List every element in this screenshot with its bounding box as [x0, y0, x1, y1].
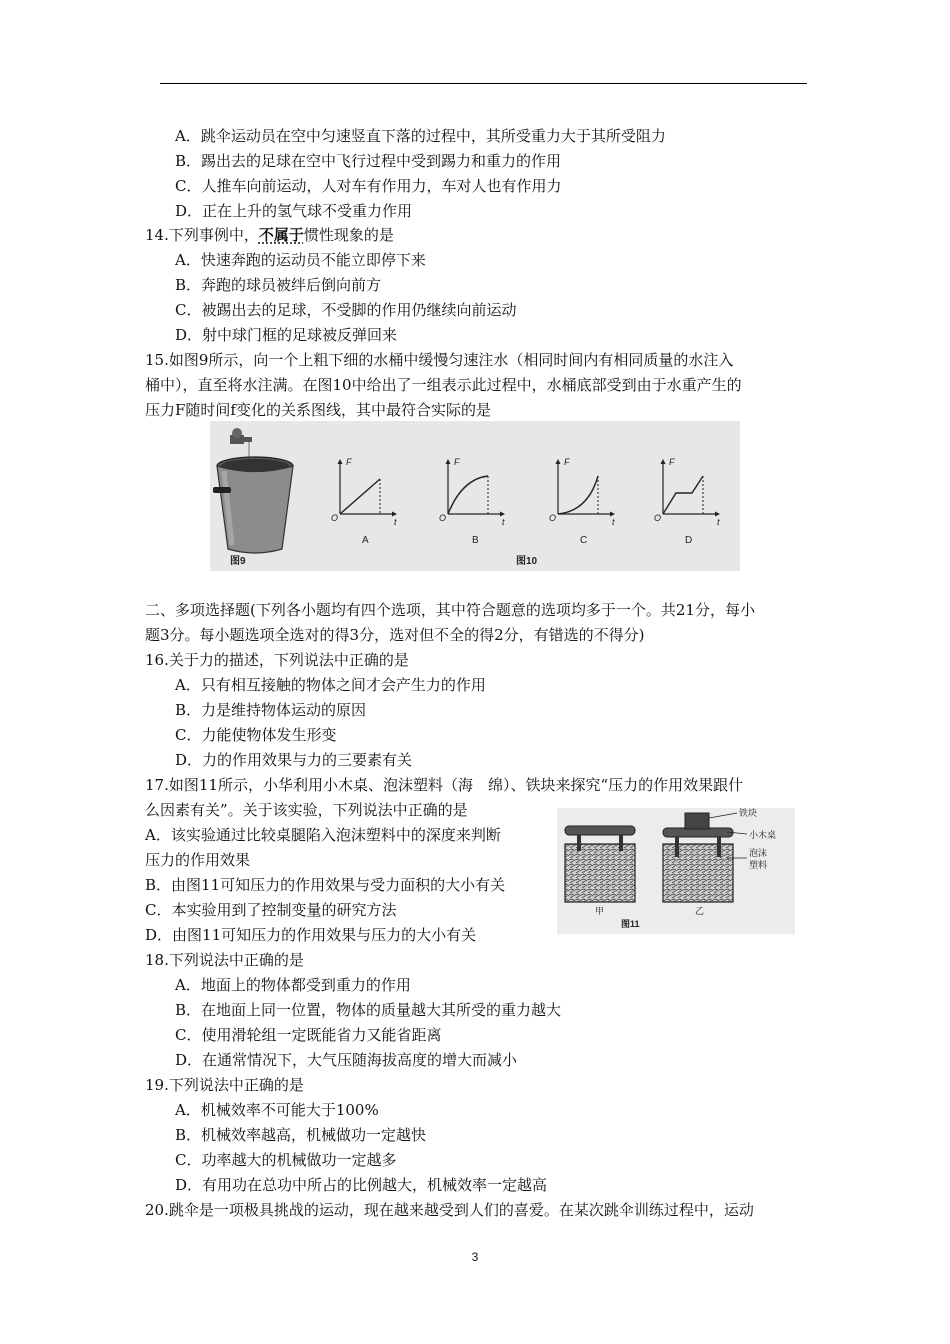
graph-d-x-label: t	[717, 517, 720, 527]
q17-stem-line-2: 么因素有关”。关于该实验，下列说法中正确的是	[145, 801, 468, 819]
label-foam-1: 泡沫	[749, 848, 768, 858]
label-small-table: 小木桌	[749, 830, 777, 840]
q19-option-d: D．有用功在总功中所占的比例越大，机械效率一定越高	[175, 1176, 548, 1194]
q14-option-d: D．射中球门框的足球被反弹回来	[175, 326, 398, 344]
section-2-line-2: 题3分。每小题选项全选对的得3分，选对但不全的得2分，有错选的不得分)	[145, 626, 645, 644]
q20-stem: 20.跳伞是一项极具挑战的运动，现在越来越受到人们的喜爱。在某次跳伞训练过程中，运动	[145, 1201, 754, 1219]
figure-10-caption: 图10	[516, 556, 538, 567]
q17-stem-line-1: 17.如图11所示，小华利用小木桌、泡沫塑料（海 绵）、铁块来探究“压力的作用效果跟什	[145, 776, 744, 794]
q18-option-a: A．地面上的物体都受到重力的作用	[175, 976, 411, 994]
q17-option-c: C．本实验用到了控制变量的研究方法	[145, 901, 397, 919]
q16-option-a: A．只有相互接触的物体之间才会产生力的作用	[175, 676, 486, 694]
graph-d-y-label: F	[669, 457, 675, 467]
figure-11-caption: 图11	[621, 919, 640, 929]
header-rule	[160, 83, 807, 84]
q17-option-b: B．由图11可知压力的作用效果与受力面积的大小有关	[145, 876, 506, 894]
q19-option-a: A．机械效率不可能大于100%	[175, 1101, 379, 1119]
q18-option-d: D．在通常情况下，大气压随海拔高度的增大而减小	[175, 1051, 518, 1069]
q19-option-b: B．机械效率越高，机械做功一定越快	[175, 1126, 427, 1144]
q18-option-b: B．在地面上同一位置，物体的质量越大其所受的重力越大	[175, 1001, 562, 1019]
graph-a-y-label: F	[346, 457, 352, 467]
q19-option-c: C．功率越大的机械做功一定越多	[175, 1151, 397, 1169]
q14-option-a: A．快速奔跑的运动员不能立即停下来	[175, 251, 426, 269]
q19-stem: 19.下列说法中正确的是	[145, 1076, 304, 1094]
figure-11	[557, 808, 795, 934]
section-2-line-1: 二、多项选择题(下列各小题均有四个选项，其中符合题意的选项均多于一个。共21分，每小	[145, 601, 755, 619]
q15-stem-line-1: 15.如图9所示，向一个上粗下细的水桶中缓慢匀速注水（相同时间内有相同质量的水注入	[145, 351, 734, 369]
q14-option-b: B．奔跑的球员被绊后倒向前方	[175, 276, 382, 294]
q16-option-d: D．力的作用效果与力的三要素有关	[175, 751, 413, 769]
graph-c-x-label: t	[612, 517, 615, 527]
figure-9-10	[210, 421, 740, 571]
q17-option-d: D．由图11可知压力的作用效果与压力的大小有关	[145, 926, 477, 944]
q17-option-a: A．该实验通过比较桌腿陷入泡沫塑料中的深度来判断	[145, 826, 501, 844]
graph-c-origin: O	[549, 513, 557, 523]
graph-b-y-label: F	[454, 457, 460, 467]
q16-stem: 16.关于力的描述，下列说法中正确的是	[145, 651, 409, 669]
graph-d-origin: O	[654, 513, 662, 523]
q13-option-a: A．跳伞运动员在空中匀速竖直下落的过程中，其所受重力大于其所受阻力	[175, 127, 666, 145]
q15-stem-line-2: 桶中），直至将水注满。在图10中给出了一组表示此过程中，水桶底部受到由于水重产生的	[145, 376, 742, 394]
q13-option-c: C．人推车向前运动，人对车有作用力，车对人也有作用力	[175, 177, 562, 195]
q13-option-d: D．正在上升的氢气球不受重力作用	[175, 202, 413, 220]
q14-stem-suffix: 惯性现象的是	[303, 226, 394, 244]
q17-option-a-cont: 压力的作用效果	[145, 851, 251, 869]
label-jia: 甲	[595, 906, 605, 916]
label-yi: 乙	[695, 906, 705, 916]
figure-9-caption: 图9	[230, 556, 246, 567]
q13-option-b: B．踢出去的足球在空中飞行过程中受到踢力和重力的作用	[175, 152, 562, 170]
q18-option-c: C．使用滑轮组一定既能省力又能省距离	[175, 1026, 442, 1044]
graph-a-x-label: t	[394, 517, 397, 527]
q15-stem-line-3: 压力F随时间f变化的关系图线，其中最符合实际的是	[145, 401, 491, 419]
graph-d-label: D	[685, 535, 693, 546]
q16-option-c: C．力能使物体发生形变	[175, 726, 337, 744]
label-foam-2: 塑料	[749, 860, 768, 870]
graph-a-origin: O	[331, 513, 339, 523]
graph-c-y-label: F	[564, 457, 570, 467]
graph-a-label: A	[362, 535, 369, 546]
graph-b-label: B	[472, 535, 479, 546]
graph-b-x-label: t	[502, 517, 505, 527]
page-number: 3	[471, 1250, 479, 1264]
q14-stem	[145, 225, 394, 245]
graph-c-label: C	[580, 535, 588, 546]
q18-stem: 18.下列说法中正确的是	[145, 951, 304, 969]
q14-option-c: C．被踢出去的足球，不受脚的作用仍继续向前运动	[175, 301, 517, 319]
q14-stem-prefix: 14.下列事例中，	[145, 226, 259, 244]
graph-b-origin: O	[439, 513, 447, 523]
q16-option-b: B．力是维持物体运动的原因	[175, 701, 367, 719]
label-iron-block: 铁块	[739, 808, 758, 818]
q14-stem-emphasis: 不属于	[258, 226, 304, 244]
